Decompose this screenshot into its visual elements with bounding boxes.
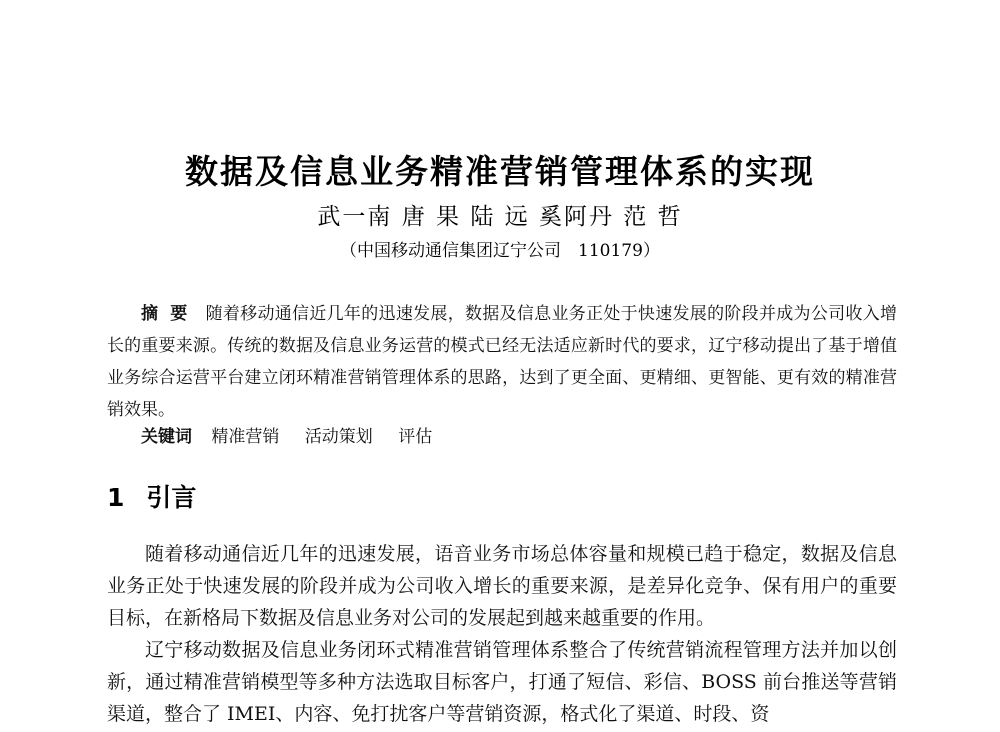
keyword-item: 精准营销 [211,427,280,447]
section-number: 1 [107,483,125,512]
body-paragraph: 辽宁移动数据及信息业务闭环式精准营销管理体系整合了传统营销流程管理方法并加以创新，通过精准营销模型等多种方法选取目标客户，打通了短信、彩信、BOSS 前台推送等营销渠道，整合了 IMEI、内容、免打扰客户等营销资源，格式化了渠道、时段、资 [107,639,897,725]
abstract-text: 随着移动通信近几年的迅速发展，数据及信息业务正处于快速发展的阶段并成为公司收入增长的重要来源。传统的数据及信息业务运营的模式已经无法适应新时代的要求，辽宁移动提出了基于增值业务综合运营平台建立闭环精准营销管理体系的思路，达到了更全面、更精细、更智能、更有效的精准营销效果。 [107,304,898,420]
keyword-item: 活动策划 [304,427,373,447]
body-paragraph: 随着移动通信近几年的迅速发展，语音业务市场总体容量和规模已趋于稳定，数据及信息业务正处于快速发展的阶段并成为公司收入增长的重要来源，是差异化竞争、保有用户的重要目标，在新格局下数据及信息业务对公司的发展起到越来越重要的作用。 [107,543,897,629]
section-heading [107,478,196,514]
abstract-label: 摘要 [141,304,200,324]
abstract [107,298,897,426]
section-title: 引言 [146,483,197,512]
keyword-item: 评估 [398,427,433,447]
keywords-label: 关键词 [141,427,192,447]
keywords [141,423,452,451]
paper-title: 数据及信息业务精准营销管理体系的实现 [185,152,815,191]
body-text [107,538,897,730]
paper-authors: 武一南 唐 果 陆 远 奚阿丹 范 哲 [317,204,683,230]
paper-affiliation: （中国移动通信集团辽宁公司 110179） [340,241,660,261]
